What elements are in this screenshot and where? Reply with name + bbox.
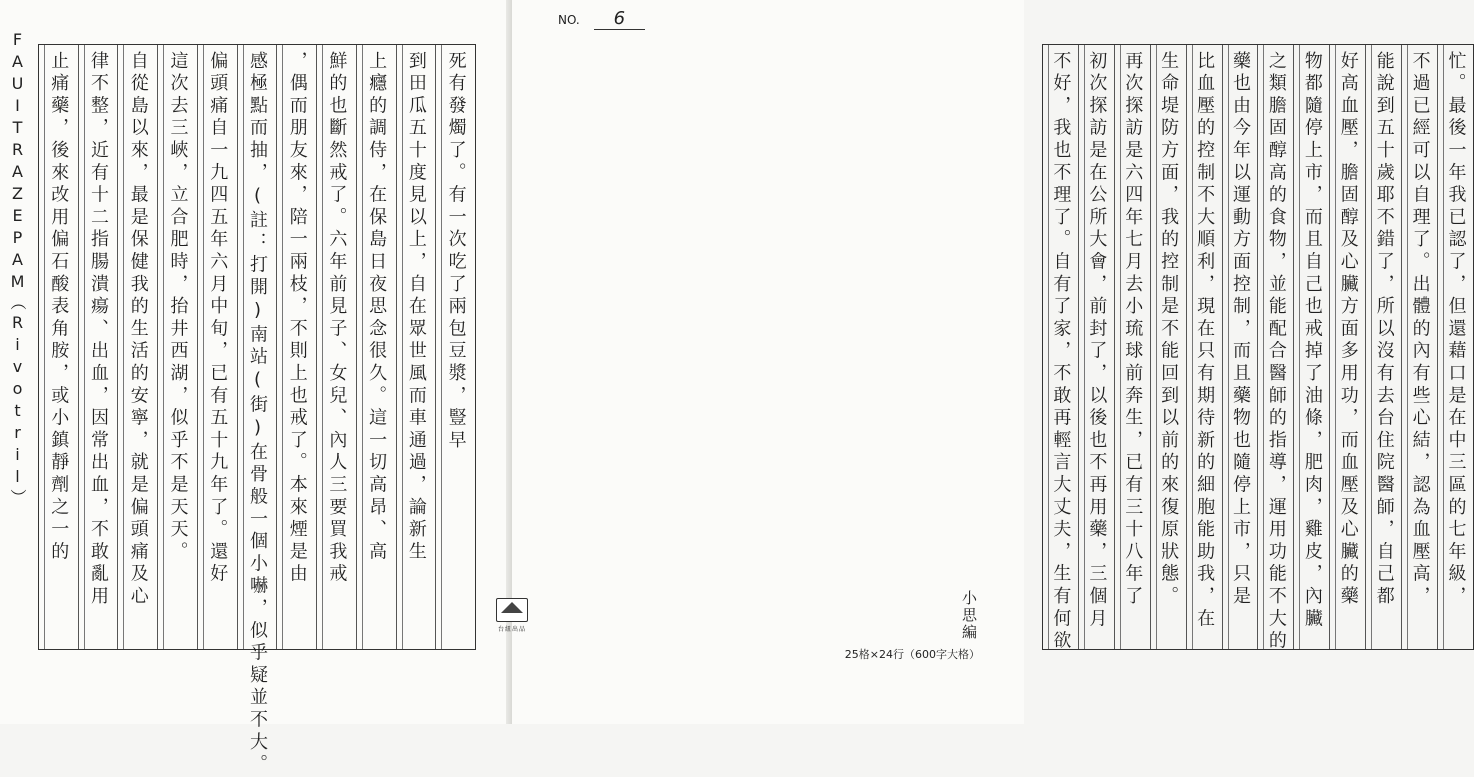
column-text: 能說到五十歲耶不錯了，所以沒有去台住院醫師，自己都 [1373, 51, 1395, 609]
column-text: 止痛藥，後來改用偏石酸表角胺，或小鎮靜劑之一的 [48, 51, 70, 564]
column-gutter [1402, 45, 1408, 649]
paper-spec-footer: 25格×24行（600字大格） [844, 648, 980, 661]
column-text: 之類膽固醇高的食物，並能配合醫師的指導，運用功能不大的 [1265, 51, 1287, 654]
column-text: 不好，我也不理了。自有了家，不敢再輕言大丈夫，生有何欲 [1050, 51, 1072, 654]
column-gutter [158, 45, 164, 649]
manuscript-column [39, 45, 78, 649]
column-text: 上癮的調侍，在保島日夜思念很久。這一切高昂、高 [366, 51, 388, 564]
manuscript-column [1401, 45, 1437, 649]
manuscript-column [1437, 45, 1473, 649]
column-text: 死有發燭了。有一次吃了兩包豆漿，豎早 [445, 51, 467, 453]
column-gutter [397, 45, 403, 649]
column-text: 偏頭痛自一九四五年六月中旬，已有五十九年了。還好 [207, 51, 229, 587]
manuscript-column [1293, 45, 1329, 649]
mountain-logo-icon [496, 598, 528, 622]
column-gutter [357, 45, 363, 649]
manuscript-column [1186, 45, 1222, 649]
column-gutter [1043, 45, 1049, 649]
column-gutter [1079, 45, 1085, 649]
column-gutter [118, 45, 124, 649]
column-text: ，偶而朋友來，陪一兩枝，不則上也戒了。本來煙是由 [286, 51, 308, 587]
column-text: 這次去三峽，立合肥時，抬井西湖，似乎不是天天。 [167, 51, 189, 564]
column-gutter [79, 45, 85, 649]
column-gutter [1258, 45, 1264, 649]
column-text: 再次探訪是六四年七月去小琉球前奔生，已有三十八年了 [1122, 51, 1144, 609]
column-gutter [1438, 45, 1444, 649]
column-gutter [1115, 45, 1121, 649]
column-text: 藥也由今年以運動方面控制，而且藥物也隨停上市，只是 [1230, 51, 1251, 609]
page-number-prefix: NO. [558, 13, 580, 27]
manuscript-column [78, 45, 118, 649]
manuscript-column [276, 45, 316, 649]
manuscript-column [1329, 45, 1365, 649]
column-text: 不過已經可以自理了。出體的內有些心結，認為血壓高， [1409, 51, 1431, 609]
manuscript-column [237, 45, 277, 777]
column-text: 律不整，近有十二指腸潰瘍、出血，因常出血，不敢亂用 [88, 51, 110, 609]
right-manuscript-grid [1042, 44, 1474, 654]
manuscript-column [435, 45, 475, 649]
manuscript-column [1365, 45, 1401, 649]
column-gutter [1294, 45, 1300, 649]
column-gutter [1151, 45, 1157, 649]
column-gutter [317, 45, 323, 649]
manuscript-column [396, 45, 436, 649]
left-manuscript-page [0, 0, 512, 777]
column-gutter [1330, 45, 1336, 649]
column-text: 感極點而抽，(註：打開)南站(街)在骨般一個小嚇，似乎疑並不大。 [246, 51, 268, 777]
column-gutter [238, 45, 244, 649]
page-number-label [558, 8, 645, 29]
column-text: 鮮的也斷然戒了。六年前見子、女兒、內人三要買我戒 [326, 51, 348, 587]
column-text: 比血壓的控制不大順利，現在只有期待新的細胞能助我，在 [1194, 51, 1216, 631]
manuscript-column [117, 45, 157, 649]
manuscript-column [1222, 45, 1258, 649]
column-text: 自從島以來，最是保健我的生活的安寧，就是偏頭痛及心 [127, 51, 149, 609]
manuscript-column [197, 45, 237, 649]
publisher-brand: 台紐出品 [497, 626, 526, 633]
manuscript-column [1043, 45, 1078, 654]
left-manuscript-grid [38, 44, 476, 777]
column-text: 初次探訪是在公所大會，前封了，以後也不再用藥，三個月 [1086, 51, 1108, 631]
column-text: 好高血壓，膽固醇及心臟方面多用功，而血壓及心臟的藥 [1337, 51, 1359, 609]
manuscript-column [1114, 45, 1150, 649]
column-gutter [198, 45, 204, 649]
column-text: 忙。最後一年我已認了，但還藉口是在中三區的七年級， [1445, 51, 1467, 609]
column-gutter [1187, 45, 1193, 649]
page-number: 6 [594, 8, 645, 30]
manuscript-column [1150, 45, 1186, 649]
author-signature: 小思編 [960, 590, 978, 641]
manuscript-column [1078, 45, 1114, 649]
column-gutter [436, 45, 442, 649]
manuscript-column [1257, 45, 1293, 654]
publisher-logo [481, 598, 543, 640]
column-gutter [277, 45, 283, 649]
margin-annotation: FAUITRAZEPAM（Rivotril） [8, 30, 27, 508]
manuscript-column [157, 45, 197, 649]
manuscript-column [356, 45, 396, 649]
column-text: 物都隨停上市，而且自己也戒掉了油條，肥肉，雞皮，內臟 [1301, 51, 1323, 631]
column-gutter [39, 45, 45, 649]
column-gutter [1366, 45, 1372, 649]
column-text: 到田瓜五十度見以上，自在眾世風而車通過，論新生 [405, 51, 427, 564]
manuscript-column [316, 45, 356, 649]
column-gutter [1223, 45, 1229, 649]
column-text: 生命堤防方面，我的控制是不能回到以前的來復原狀態。 [1158, 51, 1180, 609]
